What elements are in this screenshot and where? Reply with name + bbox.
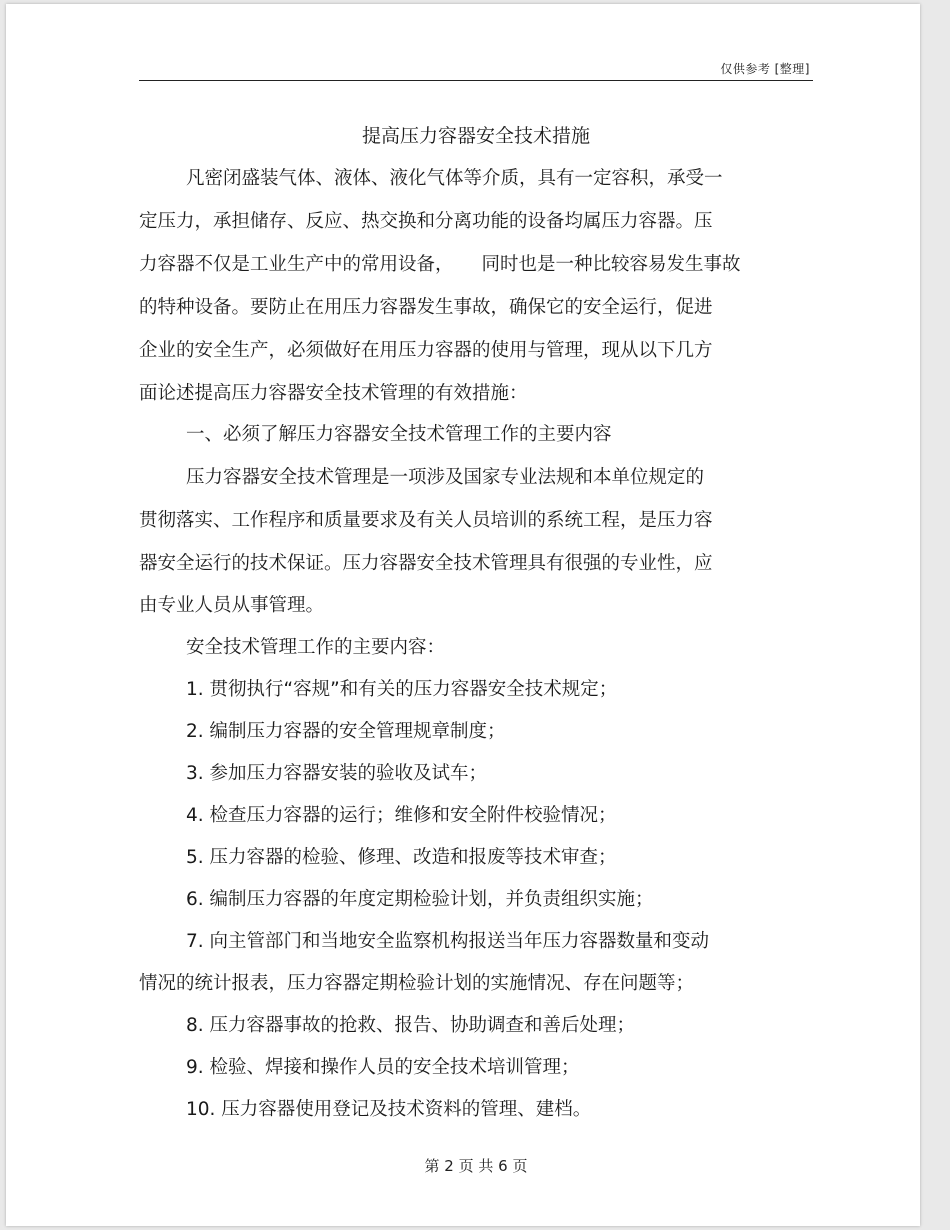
paragraph-line: 的特种设备。要防止在用压力容器发生事故，确保它的安全运行，促进 [139,297,713,318]
list-item: 3. 参加压力容器安装的验收及试车； [186,763,488,784]
page-number: 第 2 页 共 6 页 [424,1157,528,1175]
document-page [6,4,920,1226]
paragraph-line: 企业的安全生产，必须做好在用压力容器的使用与管理，现从以下几方 [139,340,713,361]
paragraph-line-part: 同时也是一种比较容易发生事故 [481,254,741,275]
header-divider [139,80,813,81]
document-title: 提高压力容器安全技术措施 [361,125,590,147]
list-item-continuation: 情况的统计报表，压力容器定期检验计划的实施情况、存在问题等； [139,973,695,994]
paragraph-line: 由专业人员从事管理。 [139,595,325,616]
list-item: 9. 检验、焊接和操作人员的安全技术培训管理； [186,1057,580,1078]
list-item: 5. 压力容器的检验、修理、改造和报废等技术审查； [186,847,617,868]
header-note: 仅供参考 [整理] [720,62,810,76]
list-item: 6. 编制压力容器的年度定期检验计划，并负责组织实施； [186,889,654,910]
list-item: 7. 向主管部门和当地安全监察机构报送当年压力容器数量和变动 [186,931,710,952]
list-item: 4. 检查压力容器的运行；维修和安全附件校验情况； [186,805,617,826]
paragraph-line: 贯彻落实、工作程序和质量要求及有关人员培训的系统工程，是压力容 [139,510,713,531]
paragraph-line: 面论述提高压力容器安全技术管理的有效措施： [139,383,528,404]
list-item: 2. 编制压力容器的安全管理规章制度； [186,721,506,742]
list-item: 10. 压力容器使用登记及技术资料的管理、建档。 [186,1099,592,1120]
paragraph-line [139,250,741,276]
list-item: 8. 压力容器事故的抢救、报告、协助调查和善后处理； [186,1015,636,1036]
list-intro: 安全技术管理工作的主要内容： [186,637,446,658]
paragraph-line: 压力容器安全技术管理是一项涉及国家专业法规和本单位规定的 [186,467,705,488]
paragraph-line: 定压力，承担储存、反应、热交换和分离功能的设备均属压力容器。压 [139,211,713,232]
paragraph-line: 器安全运行的技术保证。压力容器安全技术管理具有很强的专业性，应 [139,553,713,574]
list-item: 1. 贯彻执行“容规”和有关的压力容器安全技术规定； [186,679,618,700]
paragraph-line: 凡密闭盛装气体、液体、液化气体等介质，具有一定容积，承受一 [186,168,723,189]
section-heading: 一、必须了解压力容器安全技术管理工作的主要内容 [186,424,612,445]
paragraph-line-part: 力容器不仅是工业生产中的常用设备， [139,254,454,275]
